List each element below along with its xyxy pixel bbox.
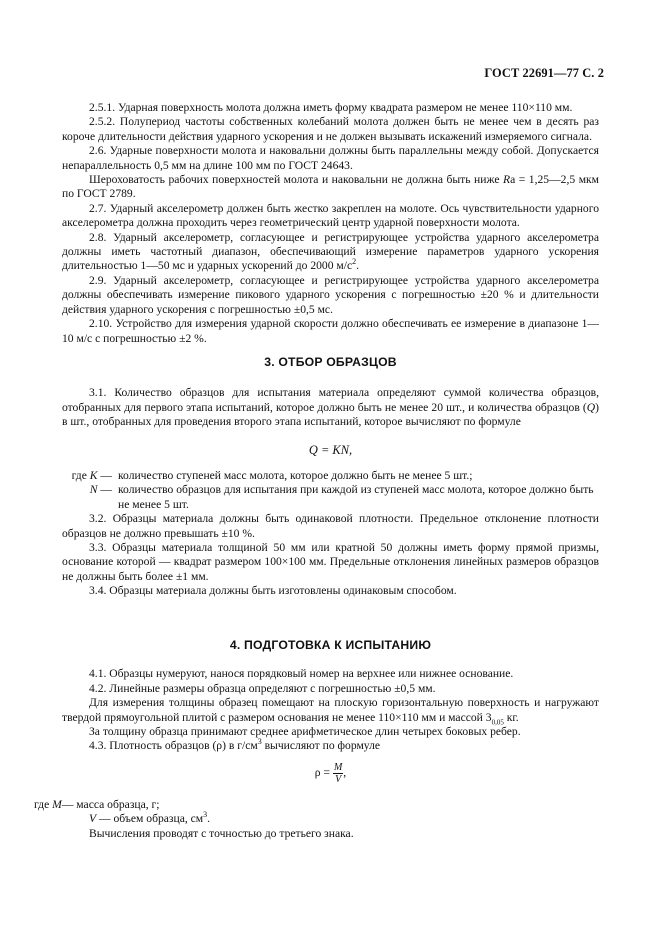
clause-2-10: 2.10. Устройство для измерения ударной скорости должно обеспечивать ее измерение в диапазоне 1—10 м/с с погрешностью ±2 %.: [62, 317, 599, 345]
clause-3-1: 3.1. Количество образцов для испытания материала определяют суммой количества образцов, отобранных для первого этапа испытаний, которое должно быть не менее 20 шт., и количества образцов (Q) в шт., отобранных для проведения второго этапа испытаний, которое вычисляют по формуле: [62, 386, 599, 429]
clause-4-3: 4.3. Плотность образцов (ρ) в $г/см^3$ вычисляют по формуле: [89, 737, 381, 753]
section-2-block: [62, 101, 599, 346]
page-header: ГОСТ 22691—77 С. 2: [484, 66, 604, 80]
thickness-average: За толщину образца принимают среднее арифметическое длин четырех боковых ребер.: [89, 725, 521, 739]
thickness-paragraph: Для измерения толщины образец помещают на плоскую горизонтальную поверхность и нагружают твердой прямоугольной плитой с размером основания не менее 110×110 мм и массой $3_{0,05}$ кг.: [62, 696, 599, 726]
clause-4-2: 4.2. Линейные размеры образца определяют с погрешностью ±0,5 мм.: [89, 681, 436, 695]
definition-k: где K — количество ступеней масс молота, которое должно быть не менее 5 шт.;: [71, 469, 473, 483]
definition-m: где M— масса образца, г;: [34, 797, 160, 811]
clause-3-2: 3.2. Образцы материала должны быть одинаковой плотности. Предельное отклонение плотности образцов не должно превышать ±10 %.: [62, 512, 599, 540]
clause-2-7: 2.7. Ударный акселерометр должен быть жестко закреплен на молоте. Ось чувствительности ударного акселерометра должна проходить через геометрический центр ударной поверхности молота.: [62, 201, 599, 230]
roughness-paragraph: Шероховатость рабочих поверхностей молота и наковальни не должна быть ниже Ra = 1,25—2,5 мкм по ГОСТ 2789.: [62, 173, 599, 201]
clause-4-1: 4.1. Образцы нумеруют, нанося порядковый номер на верхнее или нижнее основание.: [89, 667, 514, 681]
section-4-title: 4. ПОДГОТОВКА К ИСПЫТАНИЮ: [229, 638, 432, 652]
section-3-title: 3. ОТБОР ОБРАЗЦОВ: [264, 355, 397, 369]
definition-n: N — количество образцов для испытания при каждой из ступеней масс молота, которое должно быть не менее 5 шт.: [89, 483, 594, 511]
clause-2-5-1: 2.5.1. Ударная поверхность молота должна иметь форму квадрата размером не менее 110×110 мм.: [89, 101, 573, 114]
clause-3-4: 3.4. Образцы материала должны быть изготовлены одинаковым способом.: [89, 584, 457, 598]
formula-rho: ρ = $\frac{M}{V}$ ,: [314, 761, 347, 785]
section-3-block: [62, 355, 599, 599]
formula-q: Q = KN,: [308, 442, 353, 457]
clause-2-5-2: 2.5.2. Полупериод частоты собственных колебаний молота должен быть не менее чем в десять раз короче длительности действия ударного ускорения и не должен вызывать искажений измеряемого сигнала.: [62, 115, 599, 143]
clause-2-9: 2.9. Ударный акселерометр, согласующее и регистрирующее устройства ударного акселерометра должны обеспечивать измерение пикового ударного ускорения с погрешностью ±20 % и длительности действия ударного ускорения с погрешностью ±0,5 мс.: [62, 273, 599, 316]
fraction-m-over-v: $\frac{M}{V}$: [333, 761, 343, 785]
precision-note: Вычисления проводят с точностью до третьего знака.: [89, 826, 354, 840]
section-4-block: [34, 638, 599, 841]
clause-2-8: 2.8. Ударный акселерометр, согласующее и регистрирующее устройства ударного акселерометра должны иметь частотный диапазон, обеспечивающий измерение параметров ударного ускорения длительностью 1—50 мс и ударных ускорений до 2000 $м/с^2$.: [62, 230, 599, 273]
clause-3-3: 3.3. Образцы материала толщиной 50 мм или кратной 50 должны иметь форму прямой призмы, основание которой — квадрат размером 100×100 мм. Предельные отклонения линейных размеров образцов не должны быть более ±1 мм.: [62, 541, 599, 583]
clause-2-6: 2.6. Ударные поверхности молота и наковальни должны быть параллельны между собой. Допускается непараллельность 0,5 мм на длине 100 мм по ГОСТ 24643.: [62, 144, 599, 172]
definition-v: V — объем образца, $см^3$.: [89, 810, 211, 826]
